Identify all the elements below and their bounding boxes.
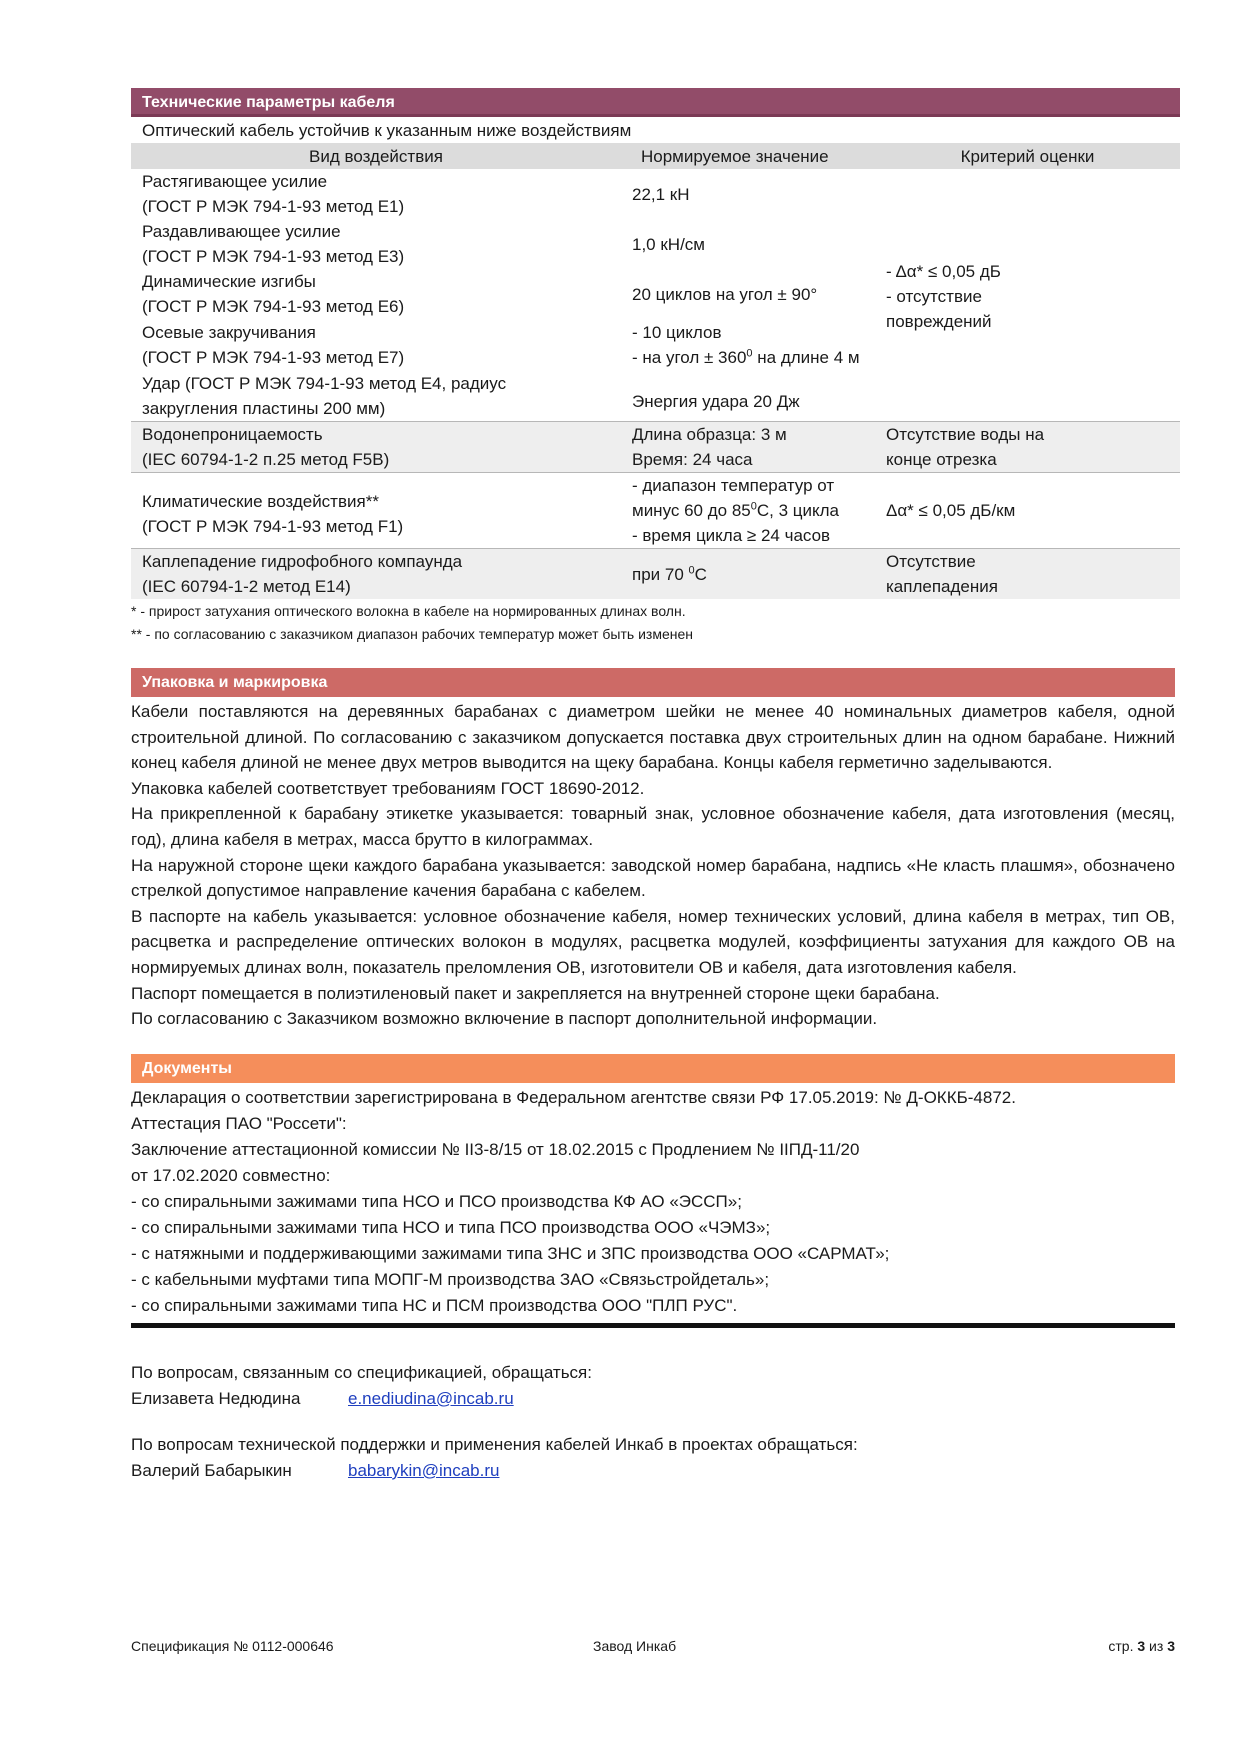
label-line: (IEC 60794-1-2 метод Е14): [142, 577, 351, 596]
value-text: минус 60 до 85: [632, 501, 751, 520]
criterion-line: повреждений: [886, 311, 992, 331]
page-prefix: стр.: [1108, 1638, 1138, 1654]
value-line: Длина образца: 3 м: [632, 425, 787, 444]
contact-line: [131, 1458, 1175, 1484]
row-label: Водонепроницаемость: [142, 425, 323, 444]
table-row-water: [131, 422, 1180, 473]
empty-cell: [875, 371, 1180, 422]
row-value: 1,0 кН/см: [632, 234, 705, 254]
paragraph: Паспорт помещается в полиэтиленовый пакет и закрепляется на внутренней стороне щеки барабана.: [131, 983, 940, 1003]
row-label: Динамические изгибы: [142, 272, 316, 291]
spec-email-link[interactable]: e.nediudina@incab.ru: [348, 1388, 514, 1408]
row-criterion: [875, 549, 1180, 600]
contact-line: [131, 1386, 1175, 1412]
criterion-line: - отсутствие: [886, 286, 982, 306]
value-text: на длине 4 м: [752, 348, 860, 367]
col-header-norm: Нормируемое значение: [621, 143, 875, 169]
value-text: при 70: [632, 564, 689, 584]
page-current: 3: [1137, 1638, 1146, 1654]
row-label: Удар (ГОСТ Р МЭК 794-1-93 метод Е4, радиус закругления пластины 200 мм): [131, 371, 621, 422]
tech-params-table: [131, 117, 1180, 599]
label-line: (ГОСТ Р МЭК 794-1-93 метод F1): [142, 516, 404, 536]
table-row-drip: [131, 549, 1180, 600]
contact-intro: По вопросам технической поддержки и применения кабелей Инкаб в проектах обращаться:: [131, 1434, 858, 1454]
row-value: 20 циклов на угол ± 90°: [632, 284, 818, 304]
value-line: - 10 циклов: [632, 323, 722, 342]
row-label: [131, 549, 621, 600]
value-text: С, 3 цикла: [756, 501, 840, 520]
value-line: [632, 345, 864, 370]
paragraph: На наружной стороне щеки каждого барабана указывается: заводской номер барабана, надпись «Не класть плашмя», обозначено стрелкой допустимое направление качения барабана с кабелем.: [131, 855, 1175, 901]
doc-line: - со спиральными зажимами типа НС и ПСМ производства ООО "ПЛП РУС".: [131, 1295, 738, 1315]
row-standard: (IEC 60794-1-2 п.25 метод F5B): [142, 450, 390, 469]
superscript: 0: [746, 347, 753, 360]
table-row: [131, 371, 1180, 422]
row-value: [621, 319, 875, 371]
doc-line: от 17.02.2020 совместно:: [131, 1165, 331, 1185]
table-header-row: [131, 143, 1180, 169]
doc-line: - со спиральными зажимами типа НСО и типа ПСО производства ООО «ЧЭМЗ»;: [131, 1217, 771, 1237]
row-label: Раздавливающее усилие: [142, 222, 341, 241]
divider-rule: [131, 1323, 1175, 1328]
value-text: - на угол ± 360: [632, 348, 747, 367]
row-standard: (ГОСТ Р МЭК 794-1-93 метод Е6): [142, 297, 405, 316]
doc-line: Аттестация ПАО "Россети":: [131, 1113, 347, 1133]
spec-page: [131, 88, 1175, 1484]
footnote: * - прирост затухания оптического волокна в кабеле на нормированных длинах волн.: [131, 603, 686, 619]
table-row-climate: [131, 473, 1180, 549]
table-intro: Оптический кабель устойчив к указанным ниже воздействиям: [142, 120, 632, 140]
contact-name: Елизавета Недюдина: [131, 1388, 301, 1408]
criterion-line: - Δα* ≤ 0,05 дБ: [886, 261, 1001, 281]
row-value: [621, 549, 875, 600]
table-intro-row: [131, 117, 1180, 143]
row-standard: (ГОСТ Р МЭК 794-1-93 метод Е1): [142, 197, 405, 216]
value-text: С: [694, 564, 707, 584]
row-label: Растягивающее усилие: [142, 172, 328, 191]
paragraph: В паспорте на кабель указывается: условное обозначение кабеля, номер технических условий, длина кабеля в метрах, тип ОВ, расцветка и распределение оптических волокон в модулях, расцветка модулей, коэффициенты затухания для каждого ОВ на нормируемых длинах волн, показатель преломления ОВ, изготовители ОВ и кабеля, дата изготовления кабеля.: [131, 906, 1175, 977]
paragraph: Упаковка кабелей соответствует требованиям ГОСТ 18690-2012.: [131, 778, 645, 798]
section-header-tech: Технические параметры кабеля: [131, 88, 1180, 117]
footnotes: [131, 600, 1175, 646]
paragraph: По согласованию с Заказчиком возможно включение в паспорт дополнительной информации.: [131, 1009, 878, 1029]
row-label: Осевые закручивания: [142, 323, 316, 342]
doc-line: Декларация о соответствии зарегистрирована в Федеральном агентстве связи РФ 17.05.2019: № Д-ОККБ-4872.: [131, 1087, 1016, 1107]
row-standard: (ГОСТ Р МЭК 794-1-93 метод Е3): [142, 247, 405, 266]
footer-spec-number: Спецификация № 0112-000646: [131, 1638, 334, 1654]
criterion-line: Отсутствие воды на: [886, 425, 1045, 444]
criterion-line: Отсутствие: [886, 552, 976, 571]
page-total: 3: [1167, 1638, 1175, 1654]
documents-text: [131, 1085, 1175, 1319]
contacts: [131, 1360, 1175, 1484]
page-footer: [131, 1635, 1175, 1657]
footnote: ** - по согласованию с заказчиком диапазон рабочих температур может быть изменен: [131, 626, 693, 642]
criterion-line: каплепадения: [886, 577, 998, 596]
footer-page-number: [1108, 1635, 1175, 1657]
packing-text: [131, 699, 1175, 1032]
doc-line: - с кабельными муфтами типа МОПГ-М производства ЗАО «Связьстройдеталь»;: [131, 1269, 770, 1289]
row-criterion: Δα* ≤ 0,05 дБ/км: [875, 473, 1180, 549]
paragraph: Кабели поставляются на деревянных барабанах с диаметром шейки не менее 40 номинальных диаметров кабеля, одной строительной длиной. По согласованию с заказчиком допускается поставка двух строительных длин на одном барабане. Нижний конец кабеля длиной не менее двух метров выводится на щеку барабана. Концы кабеля герметично заделываются.: [131, 702, 1175, 773]
doc-line: Заключение аттестационной комиссии № II3-8/15 от 18.02.2015 с Продлением № IIПД-11/20: [131, 1139, 860, 1159]
row-criterion: [875, 422, 1180, 473]
label-line: Каплепадение гидрофобного компаунда: [142, 552, 463, 571]
page-mid: из: [1145, 1638, 1168, 1654]
col-header-criterion: Критерий оценки: [875, 143, 1180, 169]
criterion-line: конце отрезка: [886, 450, 997, 469]
value-line: Время: 24 часа: [632, 450, 753, 469]
row-label: [131, 473, 621, 549]
spacer: [131, 1412, 1175, 1432]
doc-line: - с натяжными и поддерживающими зажимами типа ЗНС и ЗПС производства ООО «САРМАТ»;: [131, 1243, 890, 1263]
row-value: [621, 422, 875, 473]
row-value: 22,1 кН: [632, 184, 690, 204]
doc-line: - со спиральными зажимами типа НСО и ПСО производства КФ АО «ЭССП»;: [131, 1191, 742, 1211]
row-value: Энергия удара 20 Дж: [621, 371, 875, 422]
superscript: 0: [688, 563, 695, 576]
superscript: 0: [750, 500, 757, 513]
section-header-documents: Документы: [131, 1054, 1175, 1083]
contact-intro: По вопросам, связанным со спецификацией, обращаться:: [131, 1362, 592, 1382]
table-row: [131, 169, 1180, 219]
value-line: - диапазон температур от: [632, 476, 835, 495]
support-email-link[interactable]: babarykin@incab.ru: [348, 1460, 500, 1480]
contact-name: Валерий Бабарыкин: [131, 1460, 292, 1480]
row-value: [621, 473, 875, 549]
value-line: - время цикла ≥ 24 часов: [632, 526, 831, 545]
col-header-impact: Вид воздействия: [131, 143, 621, 169]
row-standard: (ГОСТ Р МЭК 794-1-93 метод Е7): [142, 348, 405, 367]
value-line: [632, 498, 864, 523]
footer-company: Завод Инкаб: [593, 1638, 677, 1654]
mech-criterion: [875, 169, 1180, 371]
paragraph: На прикрепленной к барабану этикетке указывается: товарный знак, условное обозначение кабеля, дата изготовления (месяц, год), длина кабеля в метрах, масса брутто в килограммах.: [131, 804, 1175, 849]
section-header-packing: Упаковка и маркировка: [131, 668, 1175, 697]
label-line: Климатические воздействия**: [142, 491, 379, 511]
